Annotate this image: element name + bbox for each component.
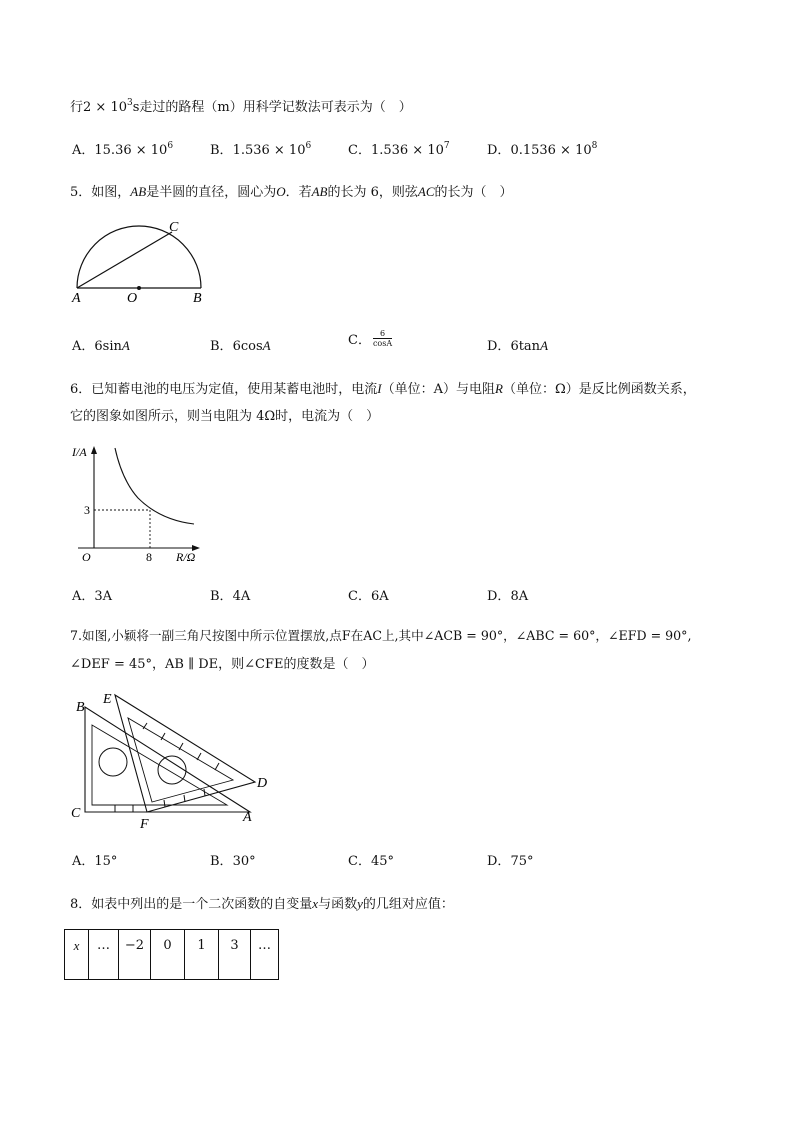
q7-option-d[interactable]: D．75° — [487, 854, 534, 869]
q7-option-b[interactable]: B．30° — [210, 854, 256, 869]
tick-ed-4 — [197, 753, 201, 760]
q6-option-c[interactable]: C．6A — [348, 589, 389, 604]
table-cell: … — [251, 930, 279, 980]
q4-option-b[interactable]: B．$1.536 \times 10^6$ — [210, 141, 312, 158]
origin-label: O — [82, 550, 91, 564]
semicircle-figure — [60, 215, 220, 310]
q4-line: 行$2 \times 10^3s$走过的路程（m）用科学记数法可表示为（ ） — [70, 98, 412, 115]
tick-fd-3 — [204, 789, 205, 796]
tick-ed-5 — [215, 763, 219, 770]
q7-stem-line2: ∠DEF = 45°，AB ∥ DE，则∠CFE的度数是（ ） — [70, 657, 375, 672]
label-f: F — [140, 817, 149, 832]
chord-ac — [77, 232, 172, 288]
triangle-rulers-figure — [65, 685, 280, 835]
triangle-efd — [115, 695, 255, 812]
y-tick-label: 3 — [84, 503, 90, 517]
values-table — [64, 929, 279, 980]
table-row — [65, 930, 279, 980]
label-a: A — [72, 291, 81, 306]
table-cell: 0 — [151, 930, 185, 980]
table-cell: 3 — [219, 930, 251, 980]
q5-stem: 5．如图，AB是半圆的直径，圆心为O．若AB的长为 6，则弦AC的长为（ ） — [70, 184, 513, 200]
q5-option-c[interactable]: C． $\frac{6}{\cos A}$ — [348, 329, 393, 348]
label-a: A — [243, 810, 252, 825]
q8-stem: 8．如表中列出的是一个二次函数的自变量x与函数y的几组对应值： — [70, 896, 454, 912]
table-cell: x — [65, 930, 89, 980]
label-b: B — [193, 291, 202, 306]
inverse-function-graph — [70, 440, 220, 565]
label-c: C — [71, 806, 81, 821]
q4-option-d[interactable]: D．$0.1536 \times 10^8$ — [487, 141, 598, 158]
q7-option-a[interactable]: A．15° — [72, 854, 118, 869]
label-o: O — [127, 291, 138, 306]
triangle-efd-inner — [128, 718, 233, 802]
hyperbola-curve — [115, 448, 194, 524]
q7-stem-line1: 7.如图,小颖将一副三角尺按图中所示位置摆放,点F在AC上,其中∠ACB = 90°，∠ABC = 60°，∠EFD = 90°, — [70, 628, 692, 643]
q5-option-d[interactable]: D．6tanA — [487, 338, 549, 354]
tick-fd-2 — [184, 795, 185, 802]
q7-option-c[interactable]: C．45° — [348, 854, 394, 869]
q6-stem-line1: 6．已知蓄电池的电压为定值，使用某蓄电池时，电流I（单位：A）与电阻R（单位：Ω）是反比例函数关系， — [70, 381, 696, 397]
label-b: B — [76, 700, 85, 715]
tick-fd-1 — [164, 800, 165, 807]
q6-stem-line2: 它的图象如图所示，则当电阻为 4Ω时，电流为（ ） — [70, 409, 380, 424]
triangle-bca — [85, 707, 250, 812]
q6-option-d[interactable]: D．8A — [487, 589, 529, 604]
q6-option-b[interactable]: B．4A — [210, 589, 251, 604]
x-tick-label: 8 — [146, 550, 152, 564]
fraction: $\frac{6}{\cos A}$ — [372, 329, 393, 348]
q5-option-b[interactable]: B．6cosA — [210, 338, 271, 354]
y-axis-arrow — [91, 446, 97, 454]
q6-option-a[interactable]: A．3A — [72, 589, 113, 604]
center-point — [137, 286, 141, 290]
label-d: D — [257, 776, 268, 791]
q4-option-c[interactable]: C．$1.536 \times 10^7$ — [348, 141, 450, 158]
hole-right — [158, 756, 186, 784]
label-c: C — [169, 220, 179, 235]
table-cell: … — [89, 930, 119, 980]
y-axis-label: I/A — [72, 445, 87, 459]
table-cell: −2 — [119, 930, 151, 980]
hole-left — [99, 748, 127, 776]
q5-option-a[interactable]: A．6sinA — [72, 338, 130, 354]
x-axis-label: R/Ω — [176, 550, 196, 564]
label-e: E — [103, 692, 112, 707]
semicircle-arc — [77, 226, 201, 288]
table-cell: 1 — [185, 930, 219, 980]
q4-option-a[interactable]: A．$15.36 \times 10^6$ — [72, 141, 174, 158]
